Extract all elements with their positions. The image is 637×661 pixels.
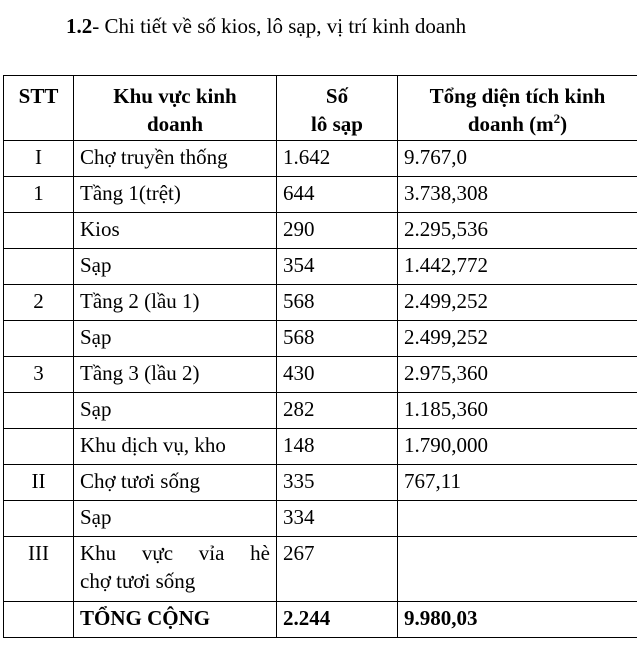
table-row xyxy=(4,537,637,602)
cell-stt xyxy=(4,429,74,465)
cell-name-line2: chợ tươi sống xyxy=(80,569,196,593)
cell-count: 290 xyxy=(277,213,398,249)
cell-area: 767,11 xyxy=(398,465,637,501)
cell-area: 1.442,772 xyxy=(398,249,637,285)
cell-count: 335 xyxy=(277,465,398,501)
cell-count: 430 xyxy=(277,357,398,393)
cell-area: 2.499,252 xyxy=(398,285,637,321)
header-area-name: Khu vực kinh doanh xyxy=(74,76,277,141)
cell-name xyxy=(74,537,277,602)
table-row xyxy=(4,249,637,285)
cell-count: 267 xyxy=(277,537,398,602)
total-row xyxy=(4,602,637,638)
cell-name: Kios xyxy=(74,213,277,249)
cell-stt: 1 xyxy=(4,177,74,213)
cell-area: 3.738,308 xyxy=(398,177,637,213)
cell-stt xyxy=(4,249,74,285)
cell-area: 2.499,252 xyxy=(398,321,637,357)
cell-name: Tầng 1(trệt) xyxy=(74,177,277,213)
cell-count: 334 xyxy=(277,501,398,537)
header-stt: STT xyxy=(4,76,74,141)
cell-stt: I xyxy=(4,141,74,177)
cell-name-line1: Khu vực vỉa hè xyxy=(80,541,270,565)
cell-count: 644 xyxy=(277,177,398,213)
cell-count: 1.642 xyxy=(277,141,398,177)
header-row xyxy=(4,76,637,141)
cell-name: Khu dịch vụ, kho xyxy=(74,429,277,465)
cell-area: 1.185,360 xyxy=(398,393,637,429)
cell-area: 2.295,536 xyxy=(398,213,637,249)
cell-stt xyxy=(4,393,74,429)
cell-stt: II xyxy=(4,465,74,501)
cell-area xyxy=(398,537,637,602)
table-row xyxy=(4,465,637,501)
header-count: Số lô sạp xyxy=(277,76,398,141)
table-row xyxy=(4,357,637,393)
table-row xyxy=(4,213,637,249)
cell-name: Chợ tươi sống xyxy=(74,465,277,501)
kiosk-table xyxy=(3,75,637,638)
cell-count: 354 xyxy=(277,249,398,285)
cell-count: 148 xyxy=(277,429,398,465)
table-row xyxy=(4,393,637,429)
cell-stt xyxy=(4,213,74,249)
table-row xyxy=(4,501,637,537)
table-row xyxy=(4,141,637,177)
total-area: 9.980,03 xyxy=(398,602,637,638)
table-row xyxy=(4,285,637,321)
cell-count: 282 xyxy=(277,393,398,429)
cell-stt xyxy=(4,501,74,537)
cell-name: Chợ truyền thống xyxy=(74,141,277,177)
cell-name: Sạp xyxy=(74,393,277,429)
section-number: 1.2 xyxy=(66,14,93,38)
cell-count: 568 xyxy=(277,321,398,357)
table-row xyxy=(4,177,637,213)
total-count: 2.244 xyxy=(277,602,398,638)
cell-stt xyxy=(4,321,74,357)
table-row xyxy=(4,429,637,465)
cell-area: 9.767,0 xyxy=(398,141,637,177)
section-heading xyxy=(66,12,466,40)
cell-area: 2.975,360 xyxy=(398,357,637,393)
cell-name: Tầng 2 (lầu 1) xyxy=(74,285,277,321)
cell-stt: 3 xyxy=(4,357,74,393)
section-title: - Chi tiết về số kios, lô sạp, vị trí kinh doanh xyxy=(92,14,467,38)
cell-name: Sạp xyxy=(74,321,277,357)
total-label: TỔNG CỘNG xyxy=(74,602,277,638)
cell-name: Sạp xyxy=(74,249,277,285)
cell-stt: III xyxy=(4,537,74,602)
cell-name: Tầng 3 (lầu 2) xyxy=(74,357,277,393)
cell-count: 568 xyxy=(277,285,398,321)
cell-name: Sạp xyxy=(74,501,277,537)
table-row xyxy=(4,321,637,357)
cell-area xyxy=(398,501,637,537)
cell-stt xyxy=(4,602,74,638)
cell-stt: 2 xyxy=(4,285,74,321)
header-total-area: Tổng diện tích kinh doanh $(m^2)$ xyxy=(398,76,637,141)
cell-area: 1.790,000 xyxy=(398,429,637,465)
